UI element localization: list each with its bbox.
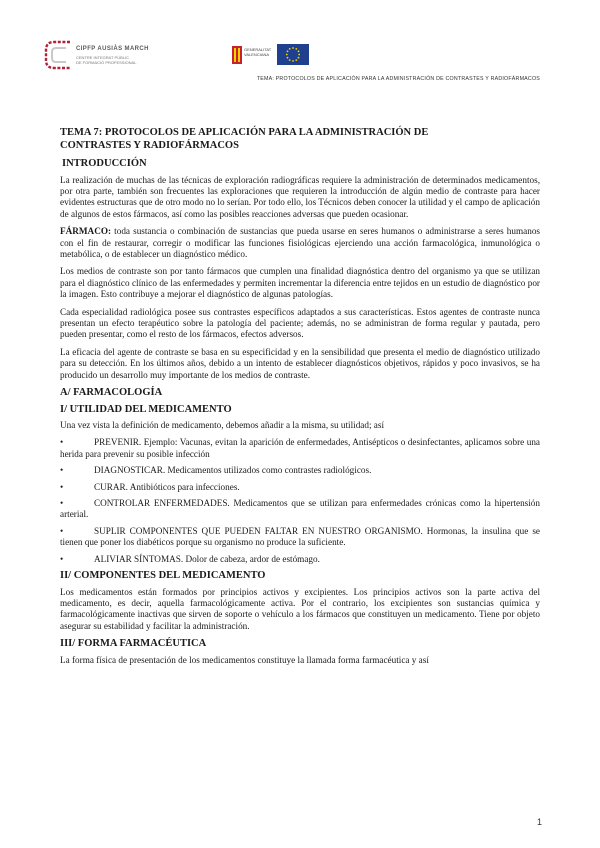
page-number: 1 (536, 817, 542, 827)
paragraph-componentes: Los medicamentos están formados por principios activos y excipientes. Los principios activos son la parte activa del medicamento, es decir, aquella farmacológicamente activa. Por el contrario, los excipientes son sustancias química y farmacológicamente inactivas que sirven de soporte o vehículo a los fármacos que constituyen un medicamento. Tiene por objeto asegurar su estabilidad y facilitar la administración. (60, 586, 540, 631)
cipfp-logo (44, 38, 164, 74)
paragraph-intro: La realización de muchas de las técnicas de exploración radiográficas requiere la administración de determinados medicamentos, por otra parte, también son frecuentes las exploraciones que requieren la introducción de algún medio de contraste para hacer evidentes estructuras que de otro modo no lo serían. Por todo ello, los Técnicos deben conocer la utilidad y el campo de aplicación de algunos de estos fármacos, así como las posibles reacciones adversas que pueden ocasionar. (60, 174, 540, 219)
generalitat-emblem-icon (232, 46, 242, 64)
heading-forma-farmaceutica: III/ FORMA FARMACÉUTICA (60, 638, 207, 650)
list-item: • ALIVIAR SÍNTOMAS. Dolor de cabeza, ardor de estómago. (60, 553, 320, 564)
heading-utilidad: I/ UTILIDAD DEL MEDICAMENTO (60, 403, 232, 415)
cipfp-logo-subtitle: CENTRE INTEGRAT PÚBLIC DE FORMACIÓ PROFESSIONAL (76, 55, 137, 65)
heading-farmacologia: A/ FARMACOLOGÍA (60, 387, 163, 398)
paragraph-medios-contraste: Los medios de contraste son por tanto fármacos que cumplen una finalidad diagnóstica dentro del organismo ya que se utilizan para el diagnóstico clínico de las enfermedades y permiten incrementar la diferencia entre tejidos en un estudio de diagnóstico por la imagen. Esto contribuye a mejorar el diagnóstico de algunas patologías. (60, 266, 540, 300)
document-body (60, 127, 540, 672)
paragraph-utilidad: Una vez vista la definición de medicamento, debemos añadir a la misma, su utilidad; así (60, 420, 385, 430)
paragraph-eficacia: La eficacia del agente de contraste se basa en su especificidad y en la sensibilidad que presenta el medio de diagnóstico utilizado para su detección. En los últimos años, debido a un intento de establecer diagnósticos objetivos, rápidos y poco invasivos, se ha producido un desarrollo muy importante de los medios de contraste. (60, 346, 540, 380)
document-title: TEMA 7: PROTOCOLOS DE APLICACIÓN PARA LA ADMINISTRACIÓN DE CONTRASTES Y RADIOFÁRMACOS (60, 127, 429, 151)
cipfp-logo-icon (44, 38, 72, 72)
paragraph-forma-farmaceutica: La forma física de presentación de los medicamentos constituye la llamada forma farmacéutica y así (60, 654, 429, 665)
list-item: • SUPLIR COMPONENTES QUE PUEDEN FALTAR EN NUESTRO ORGANISMO. Hormonas, la insulina que se tienen que poner los diabéticos porque su organismo no produce la suficiente. (60, 525, 540, 548)
list-item: • PREVENIR. Ejemplo: Vacunas, evitan la aparición de enfermedades, Antisépticos o desinfectantes, aplicamos sobre una herida para prevenir su posible infección (60, 437, 540, 459)
generalitat-logo-text: GENERALITAT VALENCIANA (244, 47, 272, 57)
list-item: • DIAGNOSTICAR. Medicamentos utilizados como contrastes radiológicos. (60, 465, 372, 476)
generalitat-logo (232, 44, 274, 66)
cipfp-logo-name: CIPFP AUSIÀS MARCH (76, 46, 149, 52)
heading-componentes: II/ COMPONENTES DEL MEDICAMENTO (60, 570, 266, 582)
list-item: • CURAR. Antibióticos para infecciones. (60, 481, 240, 492)
list-item: • CONTROLAR ENFERMEDADES. Medicamentos que se utilizan para enfermedades crónicas como la hipertensión arterial. (60, 498, 540, 520)
term-farmaco: FÁRMACO: (60, 226, 112, 237)
running-header: TEMA: PROTOCOLOS DE APLICACIÓN PARA LA ADMINISTRACIÓN DE CONTRASTES Y RADIOFÁRMACOS (256, 76, 540, 82)
paragraph-especialidad: Cada especialidad radiológica posee sus contrastes específicos adaptados a sus características. Estos agentes de contraste nunca presentan un efecto terapéutico sobre la patología del paciente; además, no se administran de forma regular y pautada, pero pueden presentar, como el resto de los fármacos, efectos adversos. (60, 306, 540, 340)
paragraph-farmaco: FÁRMACO: toda sustancia o combinación de sustancias que pueda usarse en seres humanos o administrarse a seres humanos con el fin de restaurar, corregir o modificar las funciones fisiológicas ejerciendo una acción farmacológica, inmunológica o metabólica, o de establecer un diagnóstico médico. (60, 226, 540, 259)
heading-introduccion: INTRODUCCIÓN (62, 158, 147, 169)
eu-flag-icon (277, 44, 309, 65)
